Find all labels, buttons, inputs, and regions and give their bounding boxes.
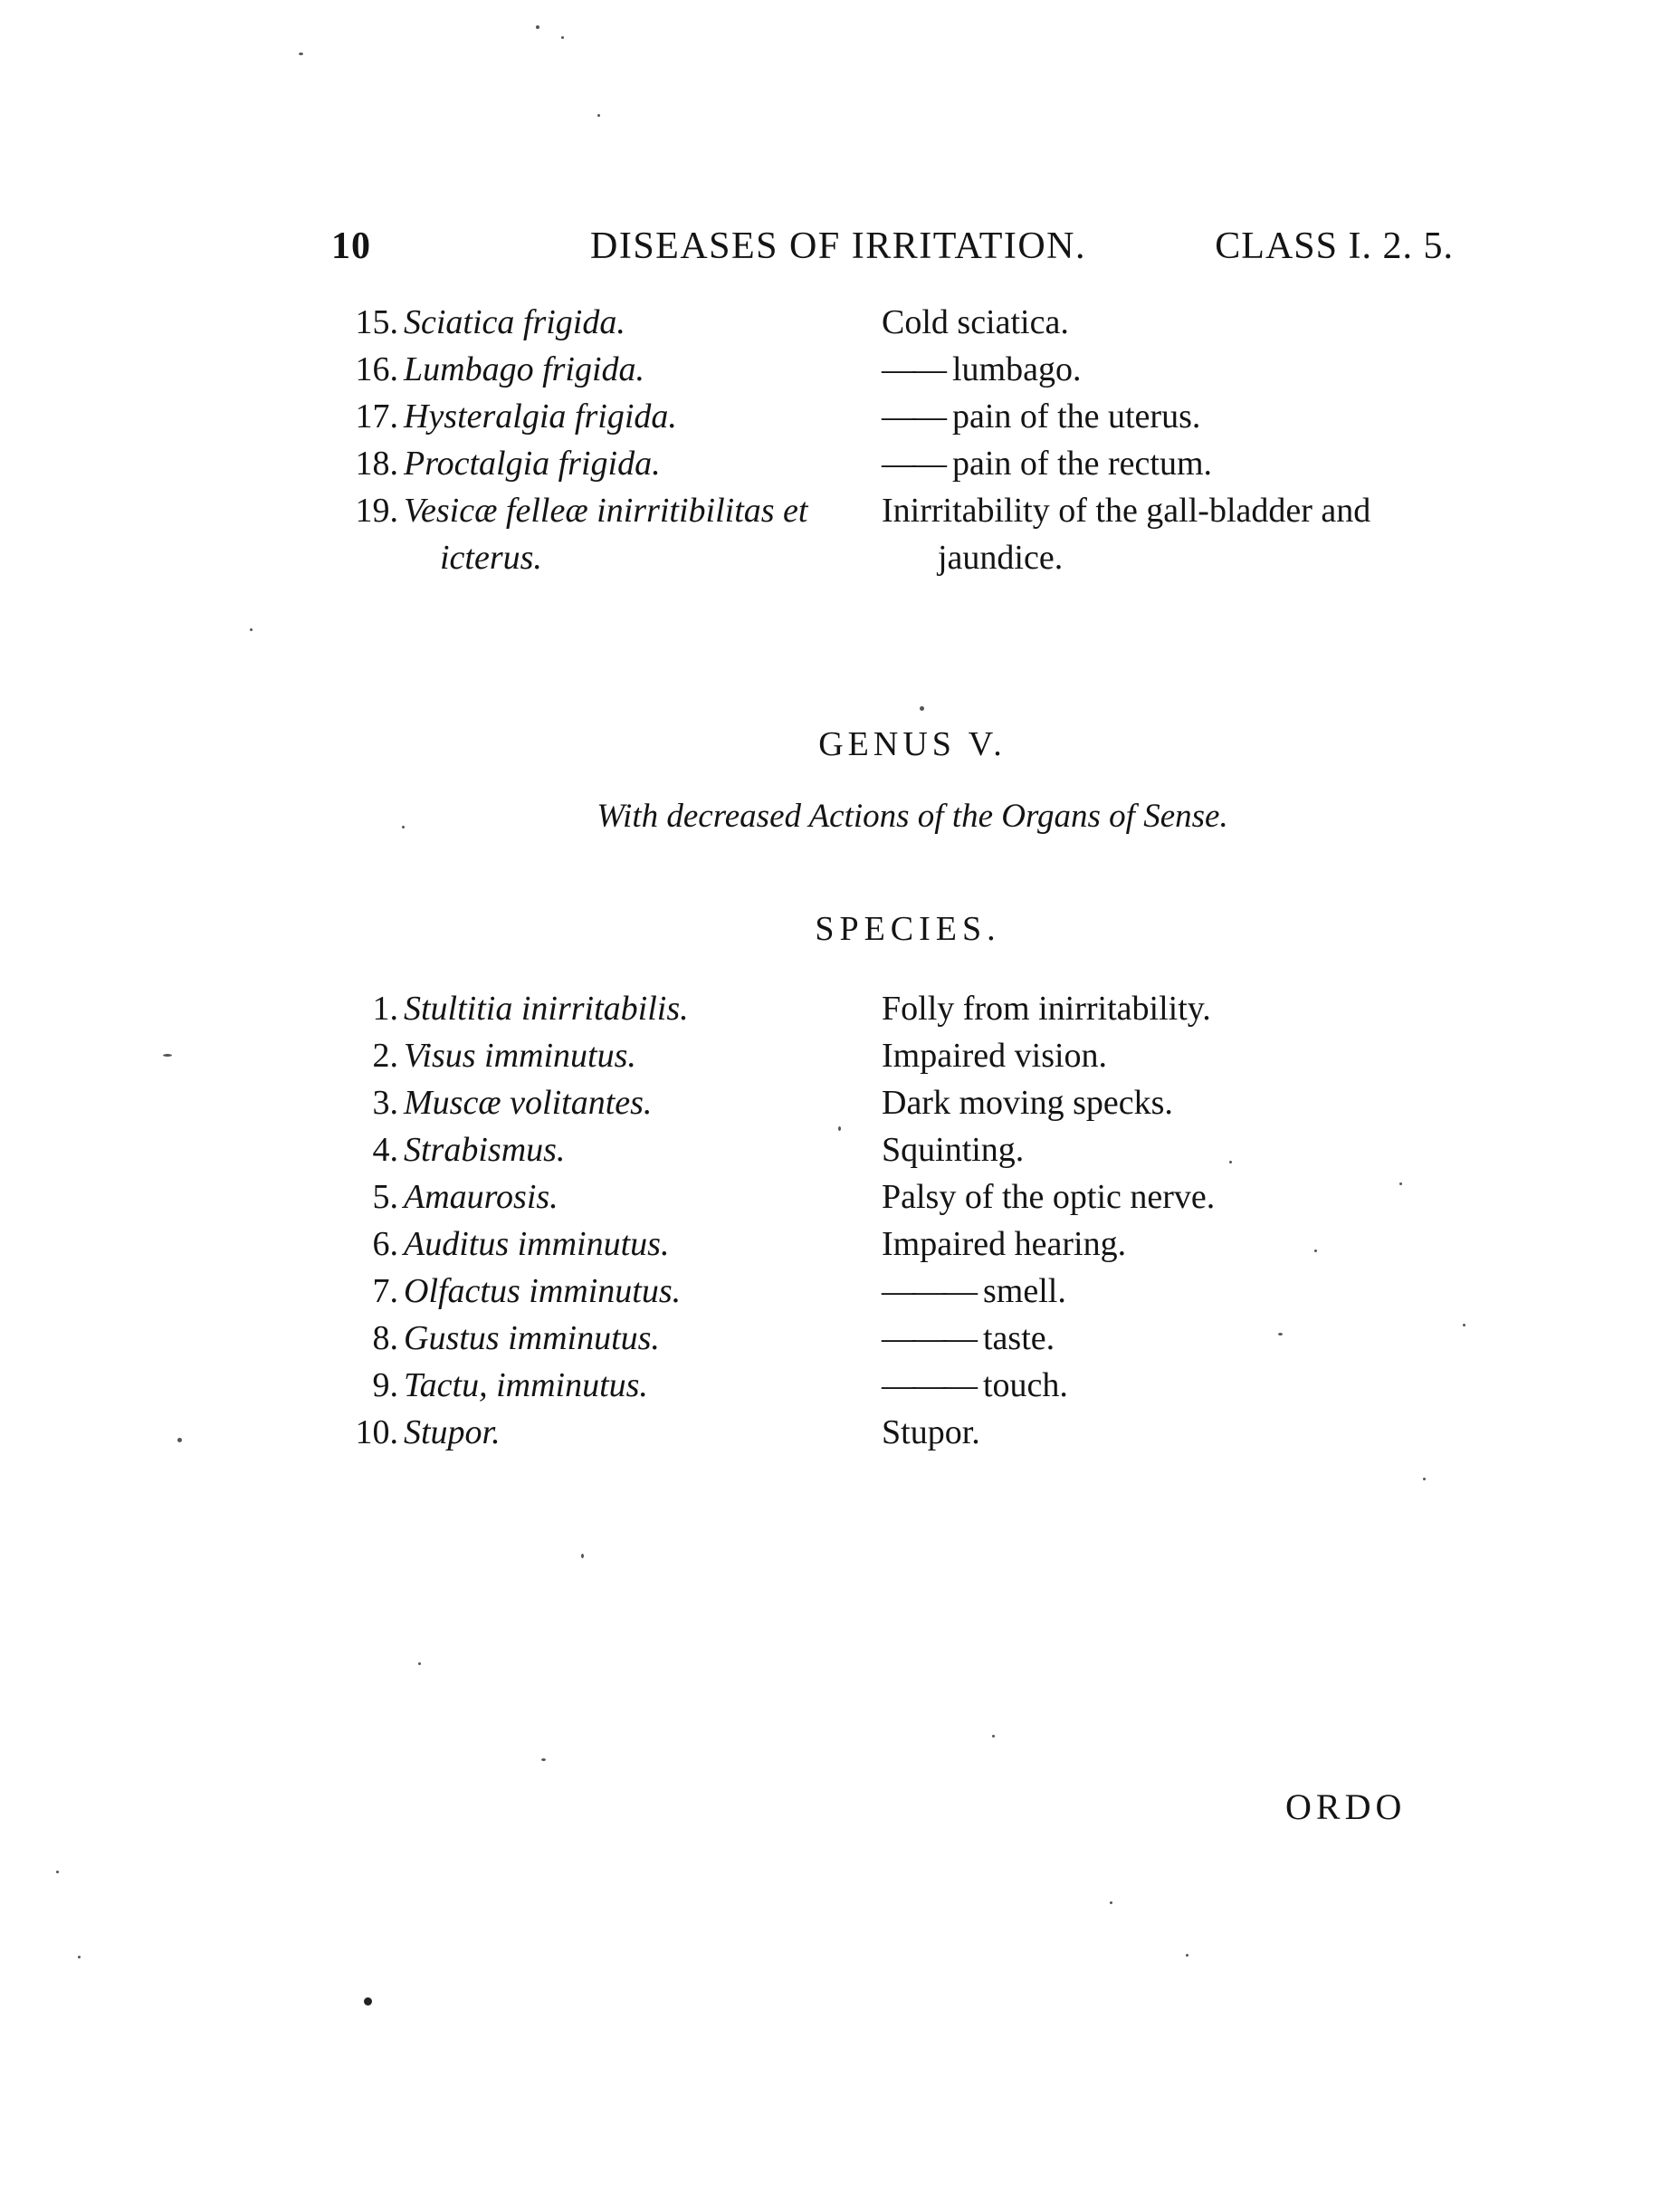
scan-speck: [561, 36, 564, 39]
latin-name: Sciatica frigida.: [404, 303, 625, 341]
page-number: 10: [331, 225, 371, 267]
latin-name: Stultitia inirritabilis.: [404, 990, 689, 1028]
english-text: touch.: [983, 1366, 1068, 1404]
entry-number: 5.: [372, 1178, 398, 1216]
list-entry: [322, 440, 1463, 487]
english-text: lumbago.: [952, 350, 1082, 388]
scan-speck: [163, 1054, 172, 1057]
english-name: [882, 1362, 1068, 1409]
scan-speck: [992, 1735, 995, 1738]
latin-name: Lumbago frigida.: [404, 350, 645, 388]
entry-number: 16.: [355, 350, 398, 388]
species-heading: SPECIES.: [815, 910, 1001, 948]
scan-speck: [78, 1956, 81, 1958]
class-reference: CLASS I. 2. 5.: [1215, 225, 1454, 267]
english-text: Dark moving specks.: [882, 1084, 1173, 1122]
list-entry: [322, 1315, 1463, 1362]
ditto-dash: ——: [882, 445, 943, 483]
english-name: [882, 440, 1212, 487]
entry-number: 3.: [372, 1084, 398, 1122]
ditto-dash: ———: [882, 1272, 974, 1310]
english-name: [882, 299, 1069, 346]
english-text: pain of the rectum.: [952, 445, 1213, 483]
english-text: pain of the uterus.: [952, 397, 1201, 436]
list-entry: [322, 1079, 1463, 1126]
list-entry: [322, 393, 1463, 440]
latin-name-continuation: icterus.: [440, 539, 542, 577]
scan-speck: [838, 1126, 841, 1131]
scan-speck: [541, 1758, 546, 1761]
english-text: Impaired vision.: [882, 1037, 1108, 1075]
entry-number: 8.: [372, 1319, 398, 1357]
list-entry: [322, 1268, 1463, 1315]
list-entry: [322, 1362, 1463, 1409]
scan-speck: [1186, 1954, 1188, 1957]
latin-name: Visus imminutus.: [404, 1037, 636, 1075]
scan-speck: [1463, 1324, 1465, 1326]
english-name: [882, 346, 1081, 393]
scan-speck: [1278, 1333, 1283, 1336]
english-text: Cold sciatica.: [882, 303, 1069, 341]
english-text: Impaired hearing.: [882, 1225, 1127, 1263]
english-name: [882, 1032, 1107, 1079]
genus-heading: GENUS V.: [818, 725, 1007, 763]
entry-number: 2.: [372, 1037, 398, 1075]
scan-speck: [250, 628, 253, 631]
scan-speck: [1399, 1182, 1402, 1185]
list-entry: [322, 299, 1463, 346]
english-text: Palsy of the optic nerve.: [882, 1178, 1216, 1216]
list-entry: [322, 1032, 1463, 1079]
latin-name: Vesicæ felleæ inirritibilitas et: [404, 492, 808, 530]
scan-speck: [597, 114, 600, 117]
latin-name: Amaurosis.: [404, 1178, 558, 1216]
latin-name: Muscæ volitantes.: [404, 1084, 653, 1122]
english-name: [882, 1315, 1055, 1362]
ditto-dash: ——: [882, 397, 943, 436]
entry-number: 15.: [355, 303, 398, 341]
scan-speck: [177, 1438, 182, 1442]
list-entry: [322, 1409, 1463, 1456]
scan-speck: [536, 25, 539, 29]
latin-name: Olfactus imminutus.: [404, 1272, 682, 1310]
latin-name: Auditus imminutus.: [404, 1225, 670, 1263]
scan-speck: [299, 53, 303, 55]
english-name: [882, 985, 1211, 1032]
entry-continuation-line: [322, 534, 1463, 581]
english-text: Squinting.: [882, 1131, 1025, 1169]
entry-number: 18.: [355, 445, 398, 483]
entry-number: 6.: [372, 1225, 398, 1263]
english-name: [882, 393, 1200, 440]
entry-number: 9.: [372, 1366, 398, 1404]
ditto-dash: ———: [882, 1319, 974, 1357]
genus-subtitle: With decreased Actions of the Organs of Sense.: [597, 798, 1228, 835]
scan-speck: [56, 1871, 59, 1873]
entry-number: 17.: [355, 397, 398, 436]
latin-name: Proctalgia frigida.: [404, 445, 661, 483]
running-title: DISEASES OF IRRITATION.: [590, 225, 1086, 267]
english-text: Inirritability of the gall-bladder and: [882, 492, 1371, 530]
english-name: [882, 1268, 1066, 1315]
entry-number: 19.: [355, 492, 398, 530]
scan-speck: [1423, 1478, 1426, 1480]
entry-number: 4.: [372, 1131, 398, 1169]
latin-name: Stupor.: [404, 1413, 501, 1451]
catchword: ORDO: [1285, 1786, 1407, 1827]
running-header: [331, 225, 1454, 279]
english-text: Folly from inirritability.: [882, 990, 1211, 1028]
english-name: [882, 1126, 1024, 1173]
latin-name: Tactu, imminutus.: [404, 1366, 648, 1404]
english-name: [882, 1409, 980, 1456]
scan-speck: [402, 826, 405, 828]
list-entry: [322, 985, 1463, 1032]
scan-speck: [418, 1662, 421, 1665]
ditto-dash: ——: [882, 350, 943, 388]
english-name: [882, 1173, 1215, 1221]
scan-speck: [1110, 1901, 1112, 1904]
english-text: Stupor.: [882, 1413, 980, 1451]
scan-speck: [1314, 1249, 1317, 1252]
scan-speck: [581, 1554, 584, 1558]
entry-number: 10.: [355, 1413, 398, 1451]
list-entry: [322, 346, 1463, 393]
list-entry: [322, 487, 1463, 534]
entry-number: 1.: [372, 990, 398, 1028]
scan-speck: [920, 706, 924, 711]
latin-name: Gustus imminutus.: [404, 1319, 660, 1357]
list-entry: [322, 1221, 1463, 1268]
latin-name: Hysteralgia frigida.: [404, 397, 677, 436]
entry-number: 7.: [372, 1272, 398, 1310]
english-text: smell.: [983, 1272, 1066, 1310]
english-text: taste.: [983, 1319, 1055, 1357]
english-name: [882, 1079, 1173, 1126]
english-name: [882, 487, 1370, 534]
ditto-dash: ———: [882, 1366, 974, 1404]
scan-speck: [1229, 1161, 1232, 1163]
english-name-continuation: jaundice.: [938, 539, 1064, 577]
latin-name: Strabismus.: [404, 1131, 566, 1169]
list-entry: [322, 1173, 1463, 1221]
list-entry: [322, 1126, 1463, 1173]
scan-speck: [364, 1997, 372, 2006]
english-name: [882, 1221, 1126, 1268]
